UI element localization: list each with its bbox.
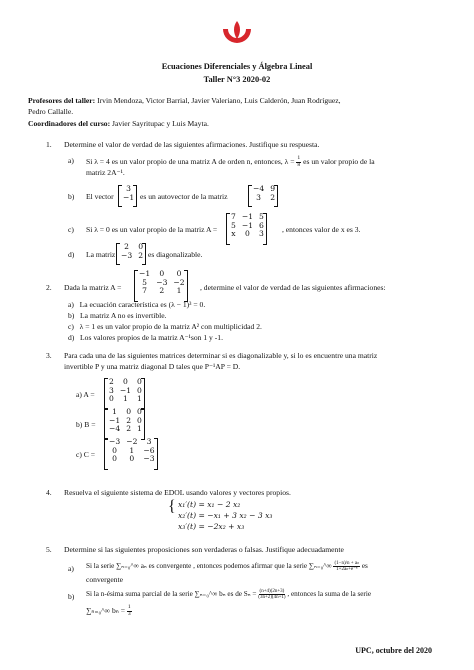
- q1b-text2: es un autovector de la matriz: [140, 192, 228, 201]
- q3-text2: invertible P y una matriz diagonal D tales que P⁻¹AP = D.: [64, 362, 241, 371]
- footer-date: UPC, octubre del 2020: [355, 646, 432, 655]
- q3a-label: a) A =: [76, 390, 95, 399]
- q1b-matrix: −4 9 3 2: [248, 185, 278, 202]
- q5a-text3: convergente: [86, 575, 123, 584]
- q2-matrix: −1 0 0 5 −3 −2 7 2 1: [134, 270, 188, 296]
- q5b-label: b): [68, 592, 75, 601]
- q2-item-c: c) λ = 1 es un valor propio de la matriz A² con multiplicidad 2.: [68, 322, 262, 331]
- q1a-text2: es un valor propio de la: [303, 156, 375, 166]
- q1a-text1: Si λ = 4 es un valor propio de una matriz A de orden n, entonces, λ =: [86, 156, 295, 166]
- q5b-text2: , entonces la suma de la serie: [287, 590, 372, 599]
- q1c-text2: , entonces valor de x es 3.: [282, 225, 361, 234]
- q2-text2: , determine el valor de verdad de las siguientes afirmaciones:: [200, 283, 386, 292]
- q1a-label: a): [68, 156, 74, 165]
- professors-line: [28, 96, 458, 106]
- q1d-label: d): [68, 250, 75, 259]
- q3b-label: b) B =: [76, 420, 96, 429]
- q1b-text1: El vector: [86, 192, 114, 201]
- q5a-fraction: $\frac{\text{(1−n)/n + aₙ}}{\text{1+2aₙ+e⁻ⁿ}}$: [334, 561, 360, 572]
- q5b-fraction: $\frac{(n+4)(2n+3)}{(3n+2)(4n+1)}$: [258, 589, 286, 600]
- coordinators-line: [28, 119, 458, 129]
- q5a-line: [86, 561, 368, 572]
- q2-number: 2.: [46, 283, 52, 292]
- q1d-matrix: 2 0 −3 2: [116, 243, 146, 260]
- q5-number: 5.: [46, 545, 52, 554]
- q5b-fraction2: $\frac{1}{3}$: [127, 604, 131, 617]
- document-subtitle: Taller N°3 2020-02: [203, 75, 271, 84]
- upc-logo-icon: [217, 17, 257, 57]
- q5b-text3: ∑ₙ₌₀^∞ bₙ =: [86, 605, 125, 615]
- q3c-matrix: −3 −2 3 0 1 −6 0 0 −3: [104, 438, 158, 464]
- q1a-fraction: $\frac{1}{8}$: [297, 155, 301, 168]
- q4-eq3: x₃′(t) = −2x₂ + x₃: [178, 522, 245, 531]
- q2-item-b: b) La matriz A no es invertible.: [68, 311, 167, 320]
- q4-eq1: x₁′(t) = x₁ − 2 x₂: [178, 500, 241, 509]
- q1a-text3: matriz 2A⁻¹.: [86, 168, 125, 177]
- q2-item-a: a) La ecuación característica es (λ − 1)³ = 0.: [68, 300, 206, 309]
- coordinators-names: Javier Sayritupac y Luis Mayta.: [112, 119, 209, 128]
- q1d-text2: es diagonalizable.: [148, 250, 203, 259]
- q2-item-d: d) Los valores propios de la matriz A⁻¹son 1 y -1.: [68, 333, 223, 342]
- q3a-matrix: 2 0 0 3 −1 0 0 1 1: [104, 378, 145, 404]
- q1c-label: c): [68, 225, 74, 234]
- q5b-line2: [86, 605, 132, 617]
- q5a-text2: es: [361, 562, 368, 571]
- professors-names: Irvin Mendoza, Victor Barrial, Javier Valeriano, Luis Calderón, Juan Rodríguez,: [97, 96, 341, 105]
- q2-text1: Dada la matriz A =: [64, 283, 122, 292]
- q3c-label: c) C =: [76, 450, 96, 459]
- q4-text: Resuelva el siguiente sistema de EDOL usando valores y vectores propios.: [64, 488, 291, 497]
- q4-number: 4.: [46, 488, 52, 497]
- q1c-text1: Si λ = 0 es un valor propio de la matriz A =: [86, 225, 218, 234]
- q5a-text1: Si la serie ∑ₙ₌₀^∞ aₙ es convergente , entonces podemos afirmar que la serie ∑ₙ₌₀^∞: [86, 562, 332, 571]
- q1-number: 1.: [46, 140, 52, 149]
- q5b-line: [86, 589, 371, 600]
- q4-eq2: x₂′(t) = −x₁ + 3 x₂ − 3 x₃: [178, 511, 273, 520]
- q1b-label: b): [68, 192, 75, 201]
- q4-brace: {: [168, 498, 176, 515]
- coordinators-label: Coordinadores del curso:: [28, 119, 111, 128]
- q1-text: Determine el valor de verdad de las siguientes afirmaciones. Justifique su respuesta.: [64, 140, 320, 149]
- professors-label: Profesores del taller:: [28, 96, 96, 105]
- document-title: Ecuaciones Diferenciales y Álgebra Lineal: [161, 62, 313, 71]
- q5-text: Determine si las siguientes proposiciones son verdaderas o falsas. Justifique adecuadamente: [64, 545, 344, 554]
- q5a-label: a): [68, 564, 74, 573]
- q3-number: 3.: [46, 351, 52, 360]
- q3-text1: Para cada una de las siguientes matrices determinar si es diagonalizable y, si lo es encuentre una matriz: [64, 351, 378, 360]
- q1b-vector: 3 −1: [118, 185, 137, 202]
- q1d-text1: La matriz: [86, 250, 116, 259]
- q3b-matrix: 1 0 0 −1 2 0 −4 2 1: [104, 408, 145, 434]
- q1a-line: [86, 156, 375, 168]
- q1c-matrix: 7 −1 5 5 −1 6 x 0 3: [226, 213, 267, 239]
- q5b-text1: Si la n-ésima suma parcial de la serie ∑ₙ₌₀^∞ bₙ es de Sₙ =: [86, 590, 257, 599]
- professors-cont: Pedro Callalle.: [28, 107, 74, 116]
